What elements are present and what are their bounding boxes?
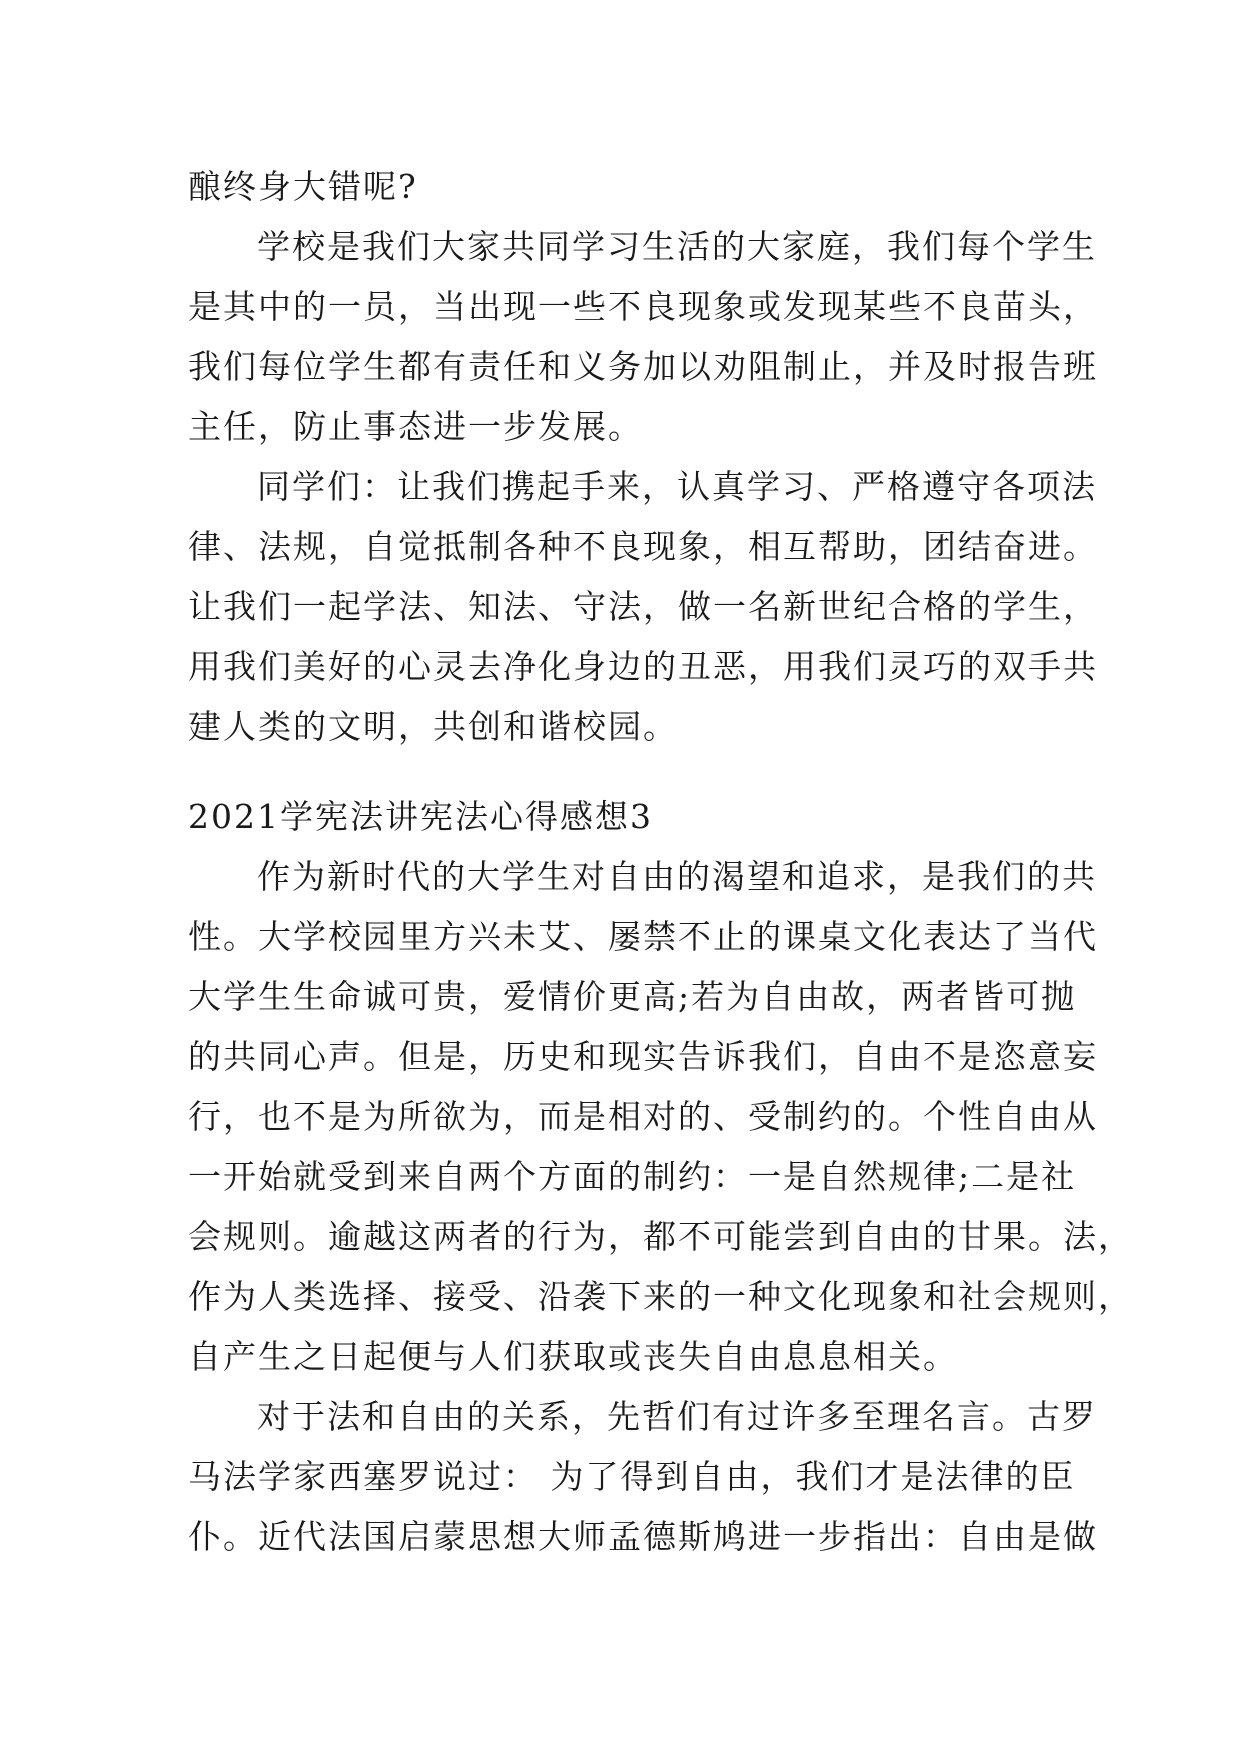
text-line: 主任，防止事态进一步发展。 [188, 407, 643, 446]
text-line: 大学生生命诚可贵，爱情价更高;若为自由故，两者皆可抛 [188, 977, 1077, 1016]
text-line: 一开始就受到来自两个方面的制约：一是自然规律;二是社 [188, 1157, 1077, 1196]
text-line: 会规则。逾越这两者的行为，都不可能尝到自由的甘果。法， [188, 1217, 1133, 1256]
text-line: 的共同心声。但是，历史和现实告诉我们，自由不是恣意妄 [188, 1037, 1098, 1076]
paragraph-3 [188, 457, 1098, 757]
text-line: 建人类的文明，共创和谐校园。 [188, 707, 678, 746]
text-line: 对于法和自由的关系，先哲们有过许多至理名言。古罗 [257, 1397, 1097, 1436]
section-heading: 2021学宪法讲宪法心得感想3 [188, 797, 653, 836]
text-line: 是其中的一员，当出现一些不良现象或发现某些不良苗头， [188, 287, 1098, 326]
text-line: 马法学家西塞罗说过： 为了得到自由，我们才是法律的臣 [188, 1457, 1076, 1496]
paragraph-5 [188, 1387, 1098, 1567]
paragraph-1 [188, 157, 1058, 217]
document-body [188, 157, 1133, 1567]
text-line: 仆。近代法国启蒙思想大师孟德斯鸠进一步指出：自由是做 [188, 1517, 1098, 1556]
text-line: 作为新时代的大学生对自由的渴望和追求，是我们的共 [257, 857, 1097, 896]
text-line: 律、法规，自觉抵制各种不良现象，相互帮助，团结奋进。 [188, 527, 1098, 566]
text-line: 性。大学校园里方兴未艾、屡禁不止的课桌文化表达了当代 [188, 917, 1098, 956]
text-line: 行，也不是为所欲为，而是相对的、受制约的。个性自由从 [188, 1097, 1098, 1136]
text-line: 自产生之日起便与人们获取或丧失自由息息相关。 [188, 1337, 958, 1376]
text-line: 让我们一起学法、知法、守法，做一名新世纪合格的学生， [188, 587, 1098, 626]
text-line: 酿终身大错呢? [188, 167, 418, 206]
text-line: 用我们美好的心灵去净化身边的丑恶，用我们灵巧的双手共 [188, 647, 1098, 686]
text-line: 作为人类选择、接受、沿袭下来的一种文化现象和社会规则， [188, 1277, 1133, 1316]
paragraph-4 [188, 847, 1133, 1387]
text-line: 我们每位学生都有责任和义务加以劝阻制止，并及时报告班 [188, 347, 1098, 386]
text-line: 学校是我们大家共同学习生活的大家庭，我们每个学生 [257, 227, 1097, 266]
paragraph-2 [188, 217, 1098, 457]
text-line: 同学们：让我们携起手来，认真学习、严格遵守各项法 [257, 467, 1097, 506]
